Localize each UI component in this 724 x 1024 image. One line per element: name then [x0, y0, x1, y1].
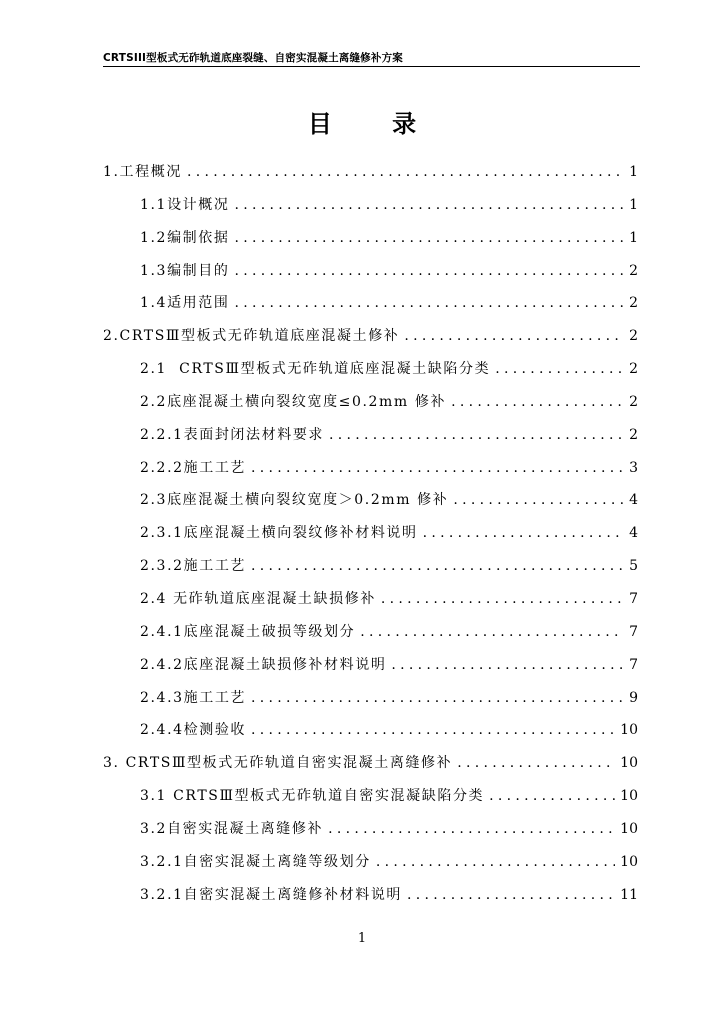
toc-entry[interactable] [103, 452, 638, 485]
toc-title: 目 录 [307, 110, 443, 138]
toc-leader-dots [360, 616, 624, 649]
toc-leader-dots [407, 879, 615, 912]
toc-leader-dots [391, 649, 624, 682]
toc-entry-page: 7 [629, 656, 638, 673]
toc-entry-title: 2.2底座混凝土横向裂纹宽度≤0.2mm 修补 [140, 393, 447, 410]
toc-entry-title: 3. CRTSⅢ型板式无砟轨道自密实混凝土离缝修补 [103, 755, 453, 772]
toc-entry-title: 2.2.1表面封闭法材料要求 [140, 426, 325, 443]
toc-leader-dots [329, 419, 624, 452]
toc-entry-title: 1.2编制依据 [140, 229, 230, 246]
toc-entry-title: 1.1设计概况 [140, 196, 230, 213]
toc-entry-title: 2.3.2施工工艺 [140, 558, 247, 575]
toc-entry[interactable] [103, 846, 638, 879]
toc-entry-page: 1 [629, 164, 638, 180]
toc-entry-title: 1.工程概况 [103, 164, 182, 180]
running-header: CRTSIII型板式无砟轨道底座裂缝、自密实混凝土离缝修补方案 [103, 52, 403, 64]
toc-entry-page: 4 [629, 525, 638, 542]
toc-leader-dots [187, 156, 624, 189]
toc-leader-dots [234, 287, 624, 320]
toc-entry-title: 2.CRTSⅢ型板式无砟轨道底座混凝土修补 [103, 328, 400, 345]
toc-entry-title: 2.4 无砟轨道底座混凝土缺损修补 [140, 590, 376, 607]
toc-leader-dots [251, 682, 624, 715]
toc-entry[interactable] [103, 813, 638, 846]
toc-entry[interactable] [103, 649, 638, 682]
toc-entry[interactable] [103, 222, 638, 255]
toc-entry[interactable] [103, 747, 638, 780]
toc-entry[interactable] [103, 156, 638, 189]
toc-entry-title: 3.2.1自密实混凝土离缝等级划分 [140, 853, 371, 870]
toc-entry-page: 10 [620, 820, 638, 837]
toc-entry[interactable] [103, 386, 638, 419]
toc-entry-title: 1.4适用范围 [140, 295, 230, 312]
toc-entry-title: 3.1 CRTSⅢ型板式无砟轨道自密实混凝缺陷分类 [140, 788, 485, 805]
toc-leader-dots [457, 747, 615, 780]
toc-entry-title: 3.2自密实混凝土离缝修补 [140, 820, 324, 837]
toc-entry-title: 2.4.4检测验收 [140, 722, 247, 739]
toc-entry-page: 10 [620, 755, 638, 772]
toc-entry-title: 1.3编制目的 [140, 262, 230, 279]
toc-leader-dots [381, 583, 624, 616]
toc-leader-dots [234, 222, 624, 255]
toc-entry[interactable] [103, 616, 638, 649]
toc-entry-page: 2 [629, 393, 638, 410]
page-number: 1 [357, 931, 367, 946]
toc-entry-page: 2 [629, 426, 638, 443]
toc-entry[interactable] [103, 682, 638, 715]
toc-entry-page: 10 [620, 853, 638, 870]
toc-entry-title: 2.1 CRTSⅢ型板式无砟轨道底座混凝土缺陷分类 [140, 361, 491, 378]
toc-entry[interactable] [103, 189, 638, 222]
toc-leader-dots [376, 846, 615, 879]
toc-entry-page: 1 [629, 229, 638, 246]
toc-leader-dots [489, 780, 615, 813]
toc-entry-title: 2.3底座混凝土横向裂纹宽度＞0.2mm 修补 [140, 492, 449, 509]
toc-leader-dots [453, 484, 624, 517]
toc-leader-dots [251, 714, 615, 747]
toc-entry[interactable] [103, 780, 638, 813]
toc-entry-page: 2 [629, 328, 638, 345]
toc-leader-dots [234, 255, 624, 288]
table-of-contents [103, 156, 638, 911]
toc-entry-title: 2.4.1底座混凝土破损等级划分 [140, 623, 356, 640]
toc-entry-page: 2 [629, 295, 638, 312]
toc-entry[interactable] [103, 583, 638, 616]
toc-leader-dots [251, 452, 624, 485]
toc-entry-page: 5 [629, 558, 638, 575]
toc-entry-page: 4 [629, 492, 638, 509]
toc-entry-title: 2.4.2底座混凝土缺损修补材料说明 [140, 656, 387, 673]
toc-leader-dots [404, 320, 624, 353]
toc-entry[interactable] [103, 484, 638, 517]
toc-entry-title: 2.3.1底座混凝土横向裂纹修补材料说明 [140, 525, 418, 542]
toc-entry-page: 1 [629, 196, 638, 213]
toc-leader-dots [451, 386, 624, 419]
toc-entry[interactable] [103, 517, 638, 550]
toc-entry-page: 9 [629, 689, 638, 706]
toc-entry-page: 7 [629, 623, 638, 640]
toc-entry[interactable] [103, 419, 638, 452]
toc-entry-page: 10 [620, 722, 638, 739]
toc-entry[interactable] [103, 353, 638, 386]
header-rule [103, 66, 640, 67]
toc-entry-title: 3.2.1自密实混凝土离缝修补材料说明 [140, 886, 403, 903]
toc-entry-page: 10 [620, 788, 638, 805]
toc-entry[interactable] [103, 879, 638, 912]
toc-entry-title: 2.4.3施工工艺 [140, 689, 247, 706]
toc-entry[interactable] [103, 320, 638, 353]
toc-entry[interactable] [103, 255, 638, 288]
toc-entry-page: 11 [620, 886, 638, 903]
toc-leader-dots [251, 550, 624, 583]
toc-entry[interactable] [103, 714, 638, 747]
toc-entry[interactable] [103, 550, 638, 583]
toc-entry-page: 2 [629, 361, 638, 378]
toc-leader-dots [423, 517, 624, 550]
toc-entry-page: 7 [629, 590, 638, 607]
toc-entry-page: 3 [629, 459, 638, 476]
toc-leader-dots [328, 813, 615, 846]
toc-entry-title: 2.2.2施工工艺 [140, 459, 247, 476]
toc-leader-dots [234, 189, 624, 222]
toc-entry[interactable] [103, 287, 638, 320]
toc-entry-page: 2 [629, 262, 638, 279]
toc-leader-dots [495, 353, 624, 386]
